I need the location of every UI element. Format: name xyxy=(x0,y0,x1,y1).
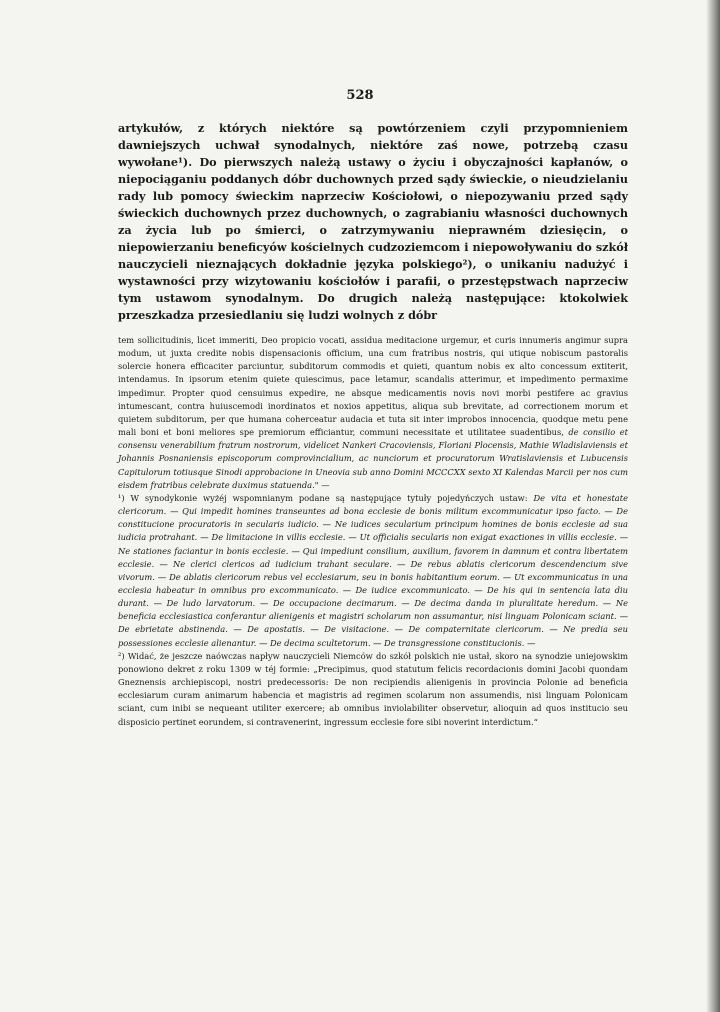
latin-roman-text: tem sollicitudinis, licet immeriti, Deo propicio vocati, assidua meditacione urgemur, et curis innumeris angimur supra modum, ut juxta credite nobis dispensacionis officium, una cum fratribus nostris, qui utique nobiscum pastoralis solercie honera efficaciter parciuntur, subditorum commodis et quieti, quantum nobis ex alto concessum extiterit, intendamus. In ipsorum etenim quiete quiescimus, pace letamur, scandalis atterimur, et impedimento permaxime impedimur. Propter quod censuimus expedire, ne absque medicamentis novis novi morbi pestifere ac gravius intumescant, contra huiuscemodi inordinatos et noxios appetitus, aliqua sub brevitate, ad correctionem morum et quietem subditorum, per que humana coherceatur audacia et tuta sit inter improbos innocencia, quodque metu pene mali boni et boni meliores spe premiorum efficiantur, communi necessitate et utilitatee suadentibus, xyxy=(118,335,628,438)
footnote-2-quote: „Precipimus, quod statutum felicis recordacionis domini Jacobi quondam Gneznensis archiepiscopi, nostri predecessoris: De non recipiendis alienigenis in provincia Polonie ad beneficia ecclesiarum curam animarum habencia et magistris ad regimen scolarum non assumendis, nisi linguam Polonicam sciant, cum inibi se nequeant utiliter exercere; ab omnibus inviolabiliter observetur, alioquin ad quos institucio seu disposicio pertinet eorundem, si contravenerint, ingressum ecclesie fore sibi noverint interdictum.“ xyxy=(118,663,629,727)
footnote-2 xyxy=(118,650,628,729)
latin-end: " — xyxy=(314,479,330,490)
latin-italic-text: de consilio et consensu venerabilium fratrum nostrorum, videlicet Nankeri Cracoviensis, Floriani Plocensis, Mathie Wladislaviensis et Johannis Posnaniensis episcoporum comprovincialium, ac nunciorum et procuratorum Wratislaviensis et Lubucensis Capitulorum totiusque Sinodi approbacione in Uneovia sub anno Domini MCCCXX sexto XI Kalendas Marcii per nos cum eisdem fratribus celebrate duximus statuenda. xyxy=(118,427,628,490)
main-text xyxy=(118,120,628,324)
footnote-2-polish: Widać, że jeszcze naówczas napływ nauczycieli Niemców do szkół polskich nie ustał, skoro na synodzie uniejowskim ponowiono dekret z roku 1309 w téj formie: xyxy=(118,650,628,674)
footnote-1-marker: ¹) xyxy=(118,492,125,503)
page-edge-shadow xyxy=(706,0,720,1012)
page-number: 528 xyxy=(346,88,374,103)
footnote-1-titles: De vita et honestate clericorum. — Qui impedit homines transeuntes ad bona ecclesie de bonis militum excommunicatur ipso facto. — De constitucione procuratoris in secularis iudicio. — Ne iudices secularium principum homines de bonis ecclesie ad sua iudicia protrahant. — De limitacione in villis ecclesie. — Ut officialis secularis non exigat exactiones in villis ecclesie. — Ne stationes faciantur in bonis ecclesie. — Qui impediunt consilium, auxilium, favorem in damnum et contra libertatem ecclesie. — Ne clerici clericos ad iudicium trahant seculare. — De rebus ablatis clericorum descendencium sive vivorum. — De ablatis clericorum rebus vel ecclesiarum, seu in bonis habitantium eorum. — Ut excommunicatus in una ecclesia habeatur in omnibus pro excommunicato. — De iudice excommunicato. — De his qui in sentencia lata diu durant. — De ludo larvatorum. — De occupacione decimarum. — De decima danda in pluralitate heredum. — Ne beneficia ecclesiastica conferantur alienigenis et magistri scholarum non assumantur, nisi linguam Polonicam sciant. — De ebrietate abstinenda. — De apostatis. — De visitacione. — De compaternitate clericorum. — Ne predia seu possessiones ecclesie alienantur. — De decima scultetorum. — De transgressione constitucionis. — xyxy=(118,492,628,648)
footnote-2-marker: ²) xyxy=(118,650,125,661)
footnote-1 xyxy=(118,492,628,650)
main-paragraph: artykułów, z których niektóre są powtórzeniem czyli przypomnieniem dawniejszych uchwał synodalnych, niektóre zaś nowe, potrzebą czasu wywołane¹). Do pierwszych należą ustawy o życiu i obyczajności kapłanów, o niepociąganiu poddanych dóbr duchownych przed sądy świeckie, o nieudzielaniu rady lub pomocy świeckim naprzeciw Kościołowi, o niepozywaniu przed sądy świeckich duchownych przez duchownych, o zagrabianiu własności duchownych za życia lub po śmierci, o zatrzymywaniu nieprawném dziesięcin, o niepowierzaniu beneficyów kościelnych cudzoziemcom i niepowoływaniu do szkół nauczycieli nieznających dokładnie języka polskiego²), o unikaniu nadużyć i wystawności przy wizytowaniu kościołów i parafii, o przestępstwach naprzeciw tym ustawom synodalnym. Do drugich należą następujące: ktokolwiek przeszkadza przesiedlaniu się ludzi wolnych z dóbr xyxy=(118,121,628,322)
footnote-1-intro: W synodykonie wyżéj wspomnianym podane są następujące tytuły pojedyńczych ustaw: xyxy=(130,492,528,503)
footnote-continuation xyxy=(118,334,628,492)
footnotes xyxy=(118,334,628,729)
